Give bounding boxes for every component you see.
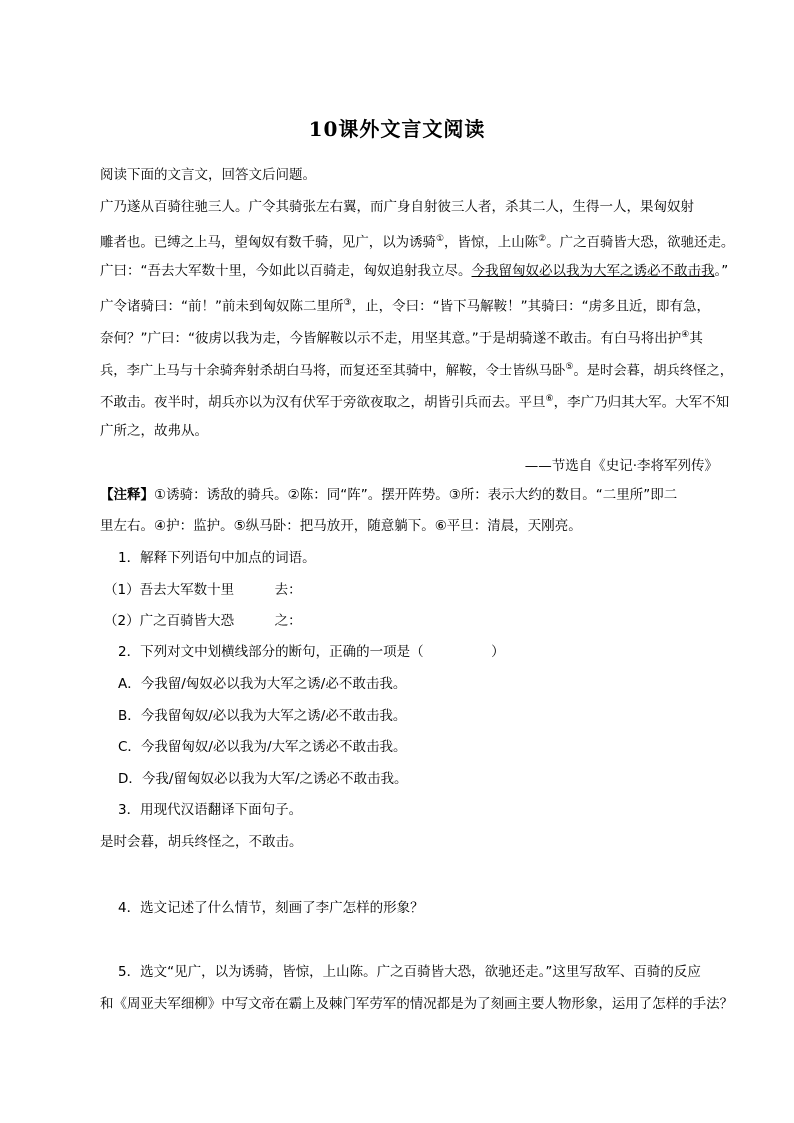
passage-line: 不敢击。夜半时，胡兵亦以为汉有伏军于旁欲夜取之，胡皆引兵而去。平旦⑥，李广乃归其大军。大军不知	[100, 394, 730, 411]
question-1-stem: 1．解释下列语句中加点的词语。	[118, 550, 316, 566]
notes-label: 【注释】	[100, 487, 154, 503]
question-1-item: （1）吾去大军数十里 去：	[104, 582, 302, 598]
question-2-option-b: B．今我留匈奴/必以我为大军之诱/必不敢击我。	[118, 708, 407, 724]
passage-line: 奈何？”广曰：“彼虏以我为走，今皆解鞍以示不走，用坚其意。”于是胡骑遂不敢击。有白马将出护④其	[100, 330, 703, 347]
notes-line: 【注释】①诱骑：诱敌的骑兵。②陈：同“阵”。摆开阵势。③所：表示大约的数目。“二里所”即二	[100, 487, 678, 503]
footnote-marker: ⑤	[565, 362, 574, 372]
page-title: 10课外文言文阅读	[308, 117, 486, 141]
notes-line: 里左右。④护：监护。⑤纵马卧：把马放开，随意躺下。⑥平旦：清晨，天刚亮。	[100, 518, 582, 534]
question-3-sentence: 是时会暮，胡兵终怪之，不敢击。	[100, 834, 303, 850]
question-2-option-c: C．今我留匈奴/必以我为/大军之诱必不敢击我。	[118, 739, 407, 755]
source-citation: ——节选自《史记·李将军列传》	[524, 458, 718, 474]
question-2-option-d: D．今我/留匈奴必以我为大军/之诱必不敢击我。	[118, 771, 408, 787]
passage-line: 广所之，故弗从。	[100, 423, 208, 439]
passage-line: 广曰：“吾去大军数十里，今如此以百骑走，匈奴追射我立尽。今我留匈奴必以我为大军之诱必不敢击我。”	[100, 263, 729, 279]
passage-line: 广乃遂从百骑往驰三人。广令其骑张左右翼，而广身自射彼三人者，杀其二人，生得一人，果匈奴射	[100, 199, 694, 215]
question-1-item: （2）广之百骑皆大恐 之：	[104, 613, 302, 629]
question-4-stem: 4．选文记述了什么情节，刻画了李广怎样的形象？	[118, 900, 424, 916]
footnote-marker: ①	[435, 234, 445, 244]
passage-line: 雕者也。已缚之上马，望匈奴有数千骑，见广，以为诱骑①，皆惊，上山陈②。广之百骑皆大恐，欲驰还走。	[100, 234, 735, 251]
footnote-marker: ④	[681, 330, 690, 340]
question-2-option-a: A．今我留/匈奴必以我为大军之诱/必不敢击我。	[118, 676, 407, 692]
footnote-marker: ⑥	[545, 394, 554, 404]
passage-line: 兵，李广上马与十余骑奔射杀胡白马将，而复还至其骑中，解鞍，令士皆纵马卧⑤。是时会暮，胡兵终怪之，	[100, 362, 734, 379]
question-5-line: 和《周亚夫军细柳》中写文帝在霸上及棘门军劳军的情况都是为了刻画主要人物形象，运用了怎样的手法？	[100, 996, 734, 1012]
passage-line: 广令诸骑曰：“前！”前未到匈奴陈二里所③，止，令曰：“皆下马解鞍！”其骑曰：“虏多且近，即有急，	[100, 298, 711, 315]
question-2-stem: 2．下列对文中划横线部分的断句，正确的一项是（ ）	[118, 644, 505, 660]
question-3-stem: 3．用现代汉语翻译下面句子。	[118, 802, 303, 818]
underlined-sentence: 今我留匈奴必以我为大军之诱必不敢击我	[471, 263, 715, 279]
intro-text: 阅读下面的文言文，回答文后问题。	[100, 167, 316, 183]
footnote-marker: ②	[538, 234, 547, 244]
footnote-marker: ③	[343, 298, 352, 308]
question-5-line: 5．选文“见广，以为诱骑，皆惊，上山陈。广之百骑皆大恐，欲驰还走。”这里写敌军、百骑的反应	[118, 964, 701, 980]
